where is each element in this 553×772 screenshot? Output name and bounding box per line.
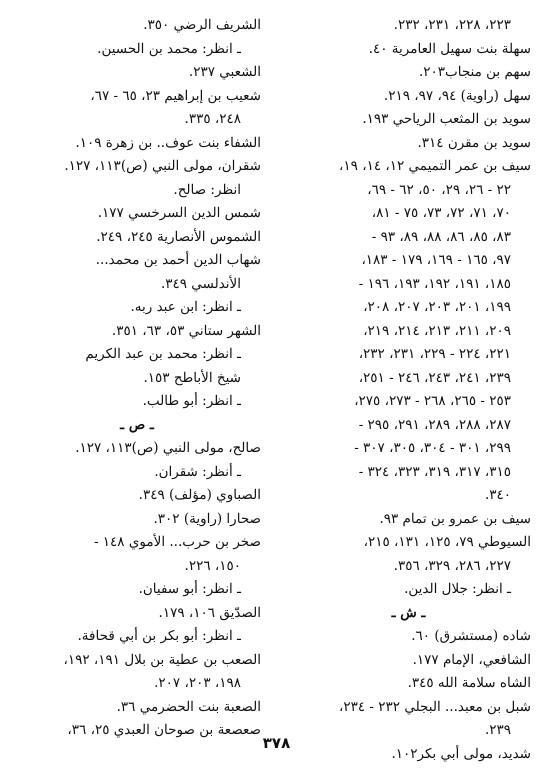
right-index-entry: ١٩٩، ٢٠١، ٢٠٣، ٢٠٧، ٢٠٨،: [363, 299, 511, 315]
left-index-entry: ـ انظر: محمد بن عبد الكريم: [85, 346, 241, 362]
left-index-entry: الأندلسي ٣٤٩.: [160, 275, 241, 292]
left-index-entry: ـ انظر: أبو بكر بن أبي قحافة.: [77, 628, 241, 644]
left-index-entry: الشريف الرضي ٣٥٠.: [143, 17, 261, 33]
right-section-letter: ـ ش ـ: [391, 604, 426, 621]
right-index-entry: ٢٢١، ٢٢٤ - ٢٢٩، ٢٣١، ٢٣٢،: [358, 346, 511, 362]
left-index-entry: ١٥٠، ٢٢٦.: [184, 557, 241, 574]
right-index-entry: ٨٣، ٨٥، ٨٦، ٨٨، ٨٩، ٩٣ -: [371, 228, 511, 245]
left-index-entry: انظر: صالح.: [173, 181, 241, 198]
left-index-entry: ١٩٨، ٢٠٣، ٢٠٧.: [154, 675, 241, 691]
right-index-entry: ٢٣٩، ٢٤١، ٢٤٣، ٢٤٦ - ٢٥١،: [358, 369, 511, 386]
left-index-entry: ـ انظر: أبو طالب.: [142, 393, 241, 409]
left-index-entry: ـ أنظر: شقران.: [154, 463, 241, 480]
left-index-entry: الشعبي ٢٣٧.: [188, 64, 261, 80]
right-index-entry: ٣١٥، ٣١٧، ٣١٩، ٣٢٣، ٣٢٤ -: [358, 463, 511, 480]
left-index-entry: الشموس الأنصارية ٢٤٥، ٢٤٩.: [96, 228, 261, 245]
right-index-entry: الشافعي، الإمام ١٧٧.: [412, 651, 531, 668]
left-index-entry: شعيب بن إبراهيم ٢٣، ٦٥ - ٦٧،: [90, 87, 261, 104]
left-index-entry: ـ انظر: أبو سفيان.: [138, 581, 241, 597]
right-index-entry: شاده (مستشرق) ٦٠.: [411, 628, 531, 644]
right-index-entry: ٢٢٣، ٢٢٨، ٢٣١، ٢٣٢.: [393, 17, 511, 33]
right-index-entry: ١٨٥، ١٩١، ١٩٢، ١٩٣، ١٩٦ -: [358, 275, 511, 292]
left-index-entry: شقران، مولى النبي (ص)١١٣، ١٢٧.: [64, 158, 261, 174]
right-index-entry: ٩٧، ١٦٥ - ١٦٩، ١٧٩ - ١٨٣،: [361, 252, 511, 268]
right-index-entry: سيف بن عمرو بن تمام ٩٣.: [379, 510, 531, 527]
right-index-entry: ٧٠، ٧١، ٧٢، ٧٣، ٧٥ - ٨١،: [371, 205, 511, 221]
left-index-entry: الشهر ستاني ٥٣، ٦٣، ٣٥١.: [111, 322, 261, 339]
right-index-entry: ٢٠٩، ٢١١، ٢١٣، ٢١٤، ٢١٩،: [363, 322, 511, 339]
right-index-entry: سهلة بنت سهيل العامرية ٤٠.: [368, 40, 531, 57]
right-index-entry: ٢٨٧، ٢٨٨، ٢٨٩، ٢٩١، ٢٩٥ -: [358, 416, 511, 433]
right-index-entry: السيوطي ٧٩، ١٢٥، ١٣١، ٢١٥،: [363, 534, 531, 550]
right-index-entry: ٢٢٧، ٢٨٦، ٣٢٩، ٣٥٦.: [393, 557, 511, 574]
right-index-entry: سويد بن مقرن ٣١٤.: [417, 134, 531, 151]
left-index-entry: ـ انظر: ابن عبد ربه.: [130, 299, 241, 315]
right-index-entry: سيف بن عمر التميمي ١٢، ١٤، ١٩،: [339, 158, 531, 174]
right-index-entry: ٢٣٩.: [484, 722, 511, 738]
left-index-entry: صحارا (راوية) ٣٠٢.: [153, 510, 261, 527]
right-index-entry: شبل بن معبد... البجلي ٢٣٢ - ٢٣٤،: [338, 698, 531, 715]
right-index-entry: سويد بن المثعب الرياحي ١٩٣.: [362, 111, 531, 127]
right-index-entry: ٢٢ - ٢٦، ٢٩، ٥٠، ٦٢ - ٦٩،: [367, 181, 511, 198]
right-index-column: [286, 14, 531, 766]
right-index-entry: ٢٩٩، ٣٠١ - ٣٠٤، ٣٠٥، ٣٠٧ -: [354, 440, 511, 456]
right-index-entry: ٣٤٠.: [484, 487, 511, 503]
right-index-entry: شديد، مولى أبي بكر١٠٢.: [391, 745, 531, 762]
left-section-letter: ـ ص ـ: [120, 416, 154, 433]
right-index-entry: ـ انظر: جلال الدين.: [404, 581, 511, 597]
right-index-entry: سهل (راوية) ٩٤، ٩٧، ٢١٩.: [383, 87, 531, 104]
left-index-entry: الصعب بن عطية بن بلال ١٩١، ١٩٢،: [63, 651, 261, 668]
left-index-entry: ـ انظر: محمد بن الحسين.: [97, 40, 241, 57]
left-index-entry: صالح، مولى النبي (ص)١١٣، ١٢٧.: [75, 440, 261, 456]
left-index-entry: ٢٤٨، ٣٣٥.: [184, 111, 241, 127]
left-index-entry: شهاب الدين أحمد بن محمد...: [95, 252, 261, 268]
left-index-entry: شيخ الأباطح ١٥٣.: [143, 369, 241, 386]
left-index-entry: صخر بن حرب... الأموي ١٤٨ -: [93, 534, 261, 550]
right-index-entry: ٢٥٣ - ٢٦٥، ٢٦٨ - ٢٧٣، ٢٧٥،: [354, 393, 511, 409]
left-index-entry: صعصعة بن صوحان العبدي ٢٥، ٣٦،: [67, 722, 261, 738]
left-index-entry: الصعبة بنت الحضرمي ٣٦.: [116, 698, 261, 715]
left-index-entry: شمس الدين السرخسي ١٧٧.: [97, 205, 261, 221]
left-index-entry: الصدّيق ١٠٦، ١٧٩.: [158, 604, 261, 621]
page-number: ٣٧٨: [262, 734, 291, 752]
left-index-entry: الشفاء بنت عوف.. بن زهرة ١٠٩.: [75, 134, 261, 151]
right-index-entry: سهم بن منجاب٢٠٣.: [418, 64, 531, 80]
left-index-column: [13, 14, 261, 743]
right-index-entry: الشاه سلامة الله ٣٤٥.: [407, 675, 531, 691]
left-index-entry: الصباوي (مؤلف) ٣٤٩.: [138, 487, 261, 503]
